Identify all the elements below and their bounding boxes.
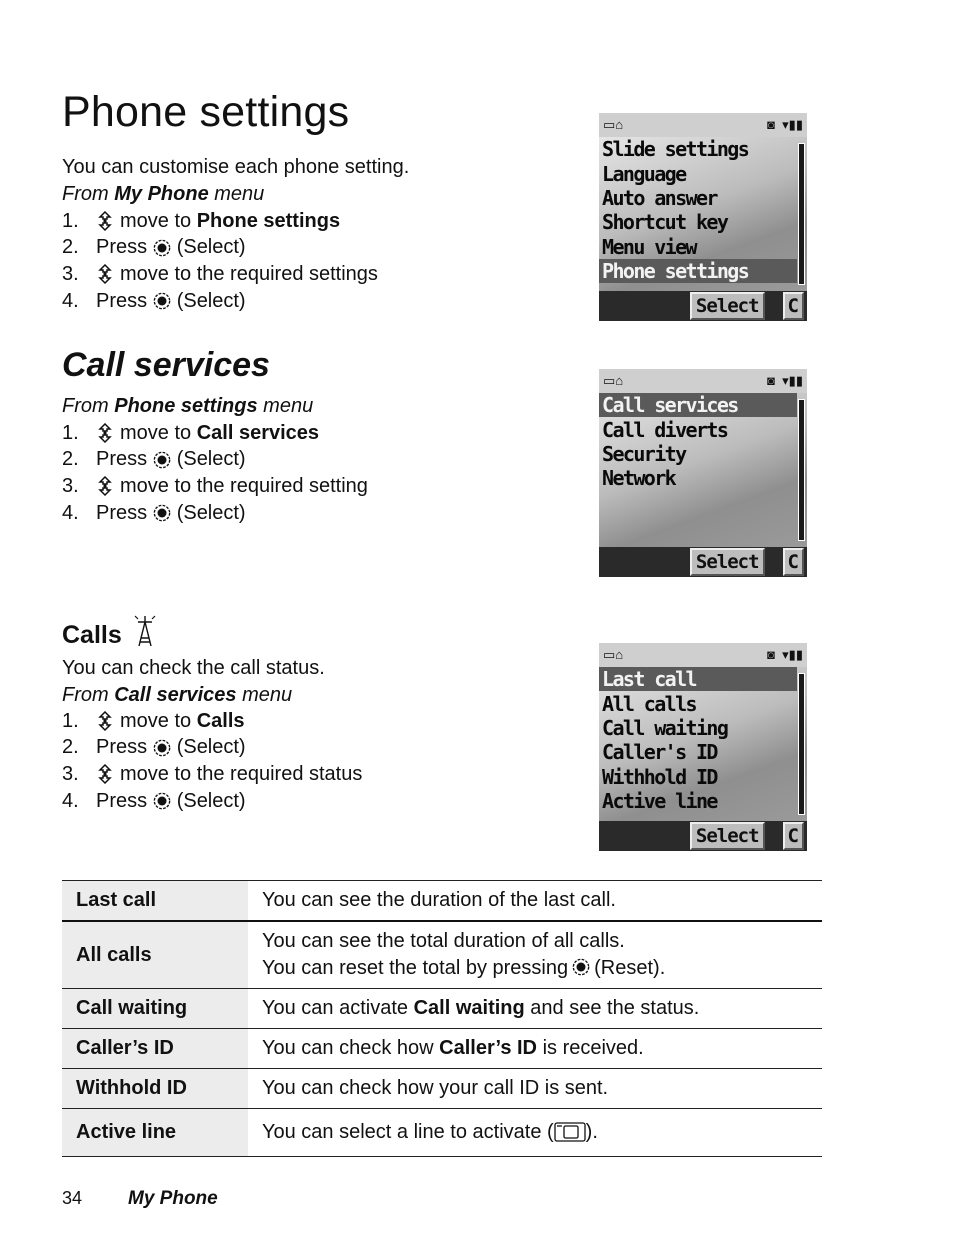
from-menu-line: From Call services menu — [62, 684, 293, 706]
row-key: Active line — [62, 1109, 248, 1157]
table-row — [62, 989, 822, 1029]
step: 3. move to the required settings — [62, 262, 378, 285]
table-row — [62, 921, 822, 989]
line-key-icon — [554, 1122, 586, 1142]
table-row — [62, 881, 822, 922]
row-key: Last call — [62, 881, 248, 922]
calls-title: Calls — [62, 621, 122, 649]
menu-item[interactable]: Security — [602, 441, 686, 466]
phone-screen-call-services — [599, 369, 807, 577]
row-desc: You can check how Caller’s ID is received. — [248, 1029, 822, 1069]
status-bar — [599, 113, 807, 137]
desc-line: You can see the total duration of all calls. — [262, 930, 625, 952]
step: 4. Press (Select) — [62, 789, 246, 812]
menu-item[interactable]: Slide settings — [602, 137, 749, 162]
menu-item[interactable]: Active line — [602, 789, 717, 814]
menu-item[interactable]: Call diverts — [602, 417, 728, 442]
select-key-icon — [153, 238, 171, 258]
intro-text: You can check the call status. — [62, 657, 325, 679]
step: 3. move to the required setting — [62, 474, 368, 497]
table-row — [62, 1109, 822, 1157]
select-key-icon — [153, 738, 171, 758]
row-desc: You can see the duration of the last call. — [248, 881, 822, 922]
select-key-icon — [153, 291, 171, 311]
select-key-icon — [153, 450, 171, 470]
menu-item[interactable]: Shortcut key — [602, 210, 728, 235]
menu-item-selected[interactable]: Last call — [599, 667, 797, 691]
step: 3. move to the required status — [62, 762, 363, 785]
status-bar — [599, 369, 807, 393]
clear-softkey[interactable]: C — [783, 548, 804, 576]
menu-item[interactable]: Withhold ID — [602, 764, 717, 789]
menu-item[interactable]: Call waiting — [602, 715, 728, 740]
line-icon: ▭⌂ — [603, 117, 624, 132]
menu-item[interactable]: Auto answer — [602, 185, 717, 210]
intro-text: You can customise each phone setting. — [62, 156, 410, 178]
row-desc — [248, 921, 822, 989]
menu-list — [599, 393, 807, 547]
page-number: 34 — [62, 1188, 83, 1208]
row-key: Call waiting — [62, 989, 248, 1029]
status-icons: ◙ ▾▮▮ — [767, 117, 803, 132]
menu-item[interactable]: Network — [602, 466, 676, 491]
calls-heading — [62, 612, 158, 650]
row-desc: You can check how your call ID is sent. — [248, 1069, 822, 1109]
menu-list — [599, 137, 807, 291]
line-icon: ▭⌂ — [603, 373, 624, 388]
step: 2. Press (Select) — [62, 736, 246, 759]
menu-item[interactable]: Caller's ID — [602, 740, 717, 765]
call-services-heading: Call services — [62, 346, 270, 384]
desc-line: You can reset the total by pressing (Reset). — [262, 957, 666, 979]
scrollbar[interactable] — [798, 673, 805, 815]
phone-screen-phone-settings — [599, 113, 807, 321]
clear-softkey[interactable]: C — [783, 292, 804, 320]
softkey-bar — [599, 291, 807, 321]
menu-item-selected[interactable]: Call services — [599, 393, 797, 417]
nav-key-icon — [96, 476, 114, 496]
row-key: All calls — [62, 921, 248, 989]
menu-item[interactable]: Language — [602, 161, 686, 186]
scrollbar[interactable] — [798, 399, 805, 541]
nav-key-icon — [96, 764, 114, 784]
table-row — [62, 1069, 822, 1109]
scrollbar[interactable] — [798, 143, 805, 285]
nav-key-icon — [96, 423, 114, 443]
phone-screen-calls — [599, 643, 807, 851]
calls-table — [62, 880, 822, 1157]
section-name: My Phone — [128, 1188, 218, 1209]
calls-steps — [62, 708, 362, 814]
select-key-icon — [153, 503, 171, 523]
step: 1. move to Calls — [62, 709, 245, 732]
softkey-bar — [599, 547, 807, 577]
status-icons: ◙ ▾▮▮ — [767, 647, 803, 662]
step: 1. move to Call services — [62, 421, 320, 444]
from-menu-line: From Phone settings menu — [62, 395, 314, 417]
status-icons: ◙ ▾▮▮ — [767, 373, 803, 388]
nav-key-icon — [96, 211, 114, 231]
row-desc: You can activate Call waiting and see the status. — [248, 989, 822, 1029]
phone-settings-steps — [62, 208, 378, 314]
menu-list — [599, 667, 807, 821]
status-bar — [599, 643, 807, 667]
call-services-steps — [62, 420, 368, 526]
select-softkey[interactable]: Select — [690, 292, 765, 320]
table-row — [62, 1029, 822, 1069]
step: 4. Press (Select) — [62, 289, 246, 312]
nav-key-icon — [96, 711, 114, 731]
row-key: Caller’s ID — [62, 1029, 248, 1069]
select-softkey[interactable]: Select — [690, 822, 765, 850]
select-softkey[interactable]: Select — [690, 548, 765, 576]
step: 1. move to Phone settings — [62, 209, 341, 232]
row-key: Withhold ID — [62, 1069, 248, 1109]
select-key-icon — [572, 957, 590, 977]
menu-item[interactable]: Menu view — [602, 234, 696, 259]
calls-intro — [62, 655, 325, 709]
step: 2. Press (Select) — [62, 448, 246, 471]
page-title: Phone settings — [62, 88, 350, 136]
clear-softkey[interactable]: C — [783, 822, 804, 850]
nav-key-icon — [96, 264, 114, 284]
step: 4. Press (Select) — [62, 501, 246, 524]
from-menu-line: From My Phone menu — [62, 183, 265, 205]
row-desc: You can select a line to activate ( ). — [248, 1109, 822, 1157]
line-icon: ▭⌂ — [603, 647, 624, 662]
antenna-icon — [132, 612, 158, 650]
menu-item-selected[interactable]: Phone settings — [599, 259, 797, 283]
select-key-icon — [153, 791, 171, 811]
softkey-bar — [599, 821, 807, 851]
phone-settings-intro — [62, 154, 409, 208]
menu-item[interactable]: All calls — [602, 691, 696, 716]
step: 2. Press (Select) — [62, 236, 246, 259]
